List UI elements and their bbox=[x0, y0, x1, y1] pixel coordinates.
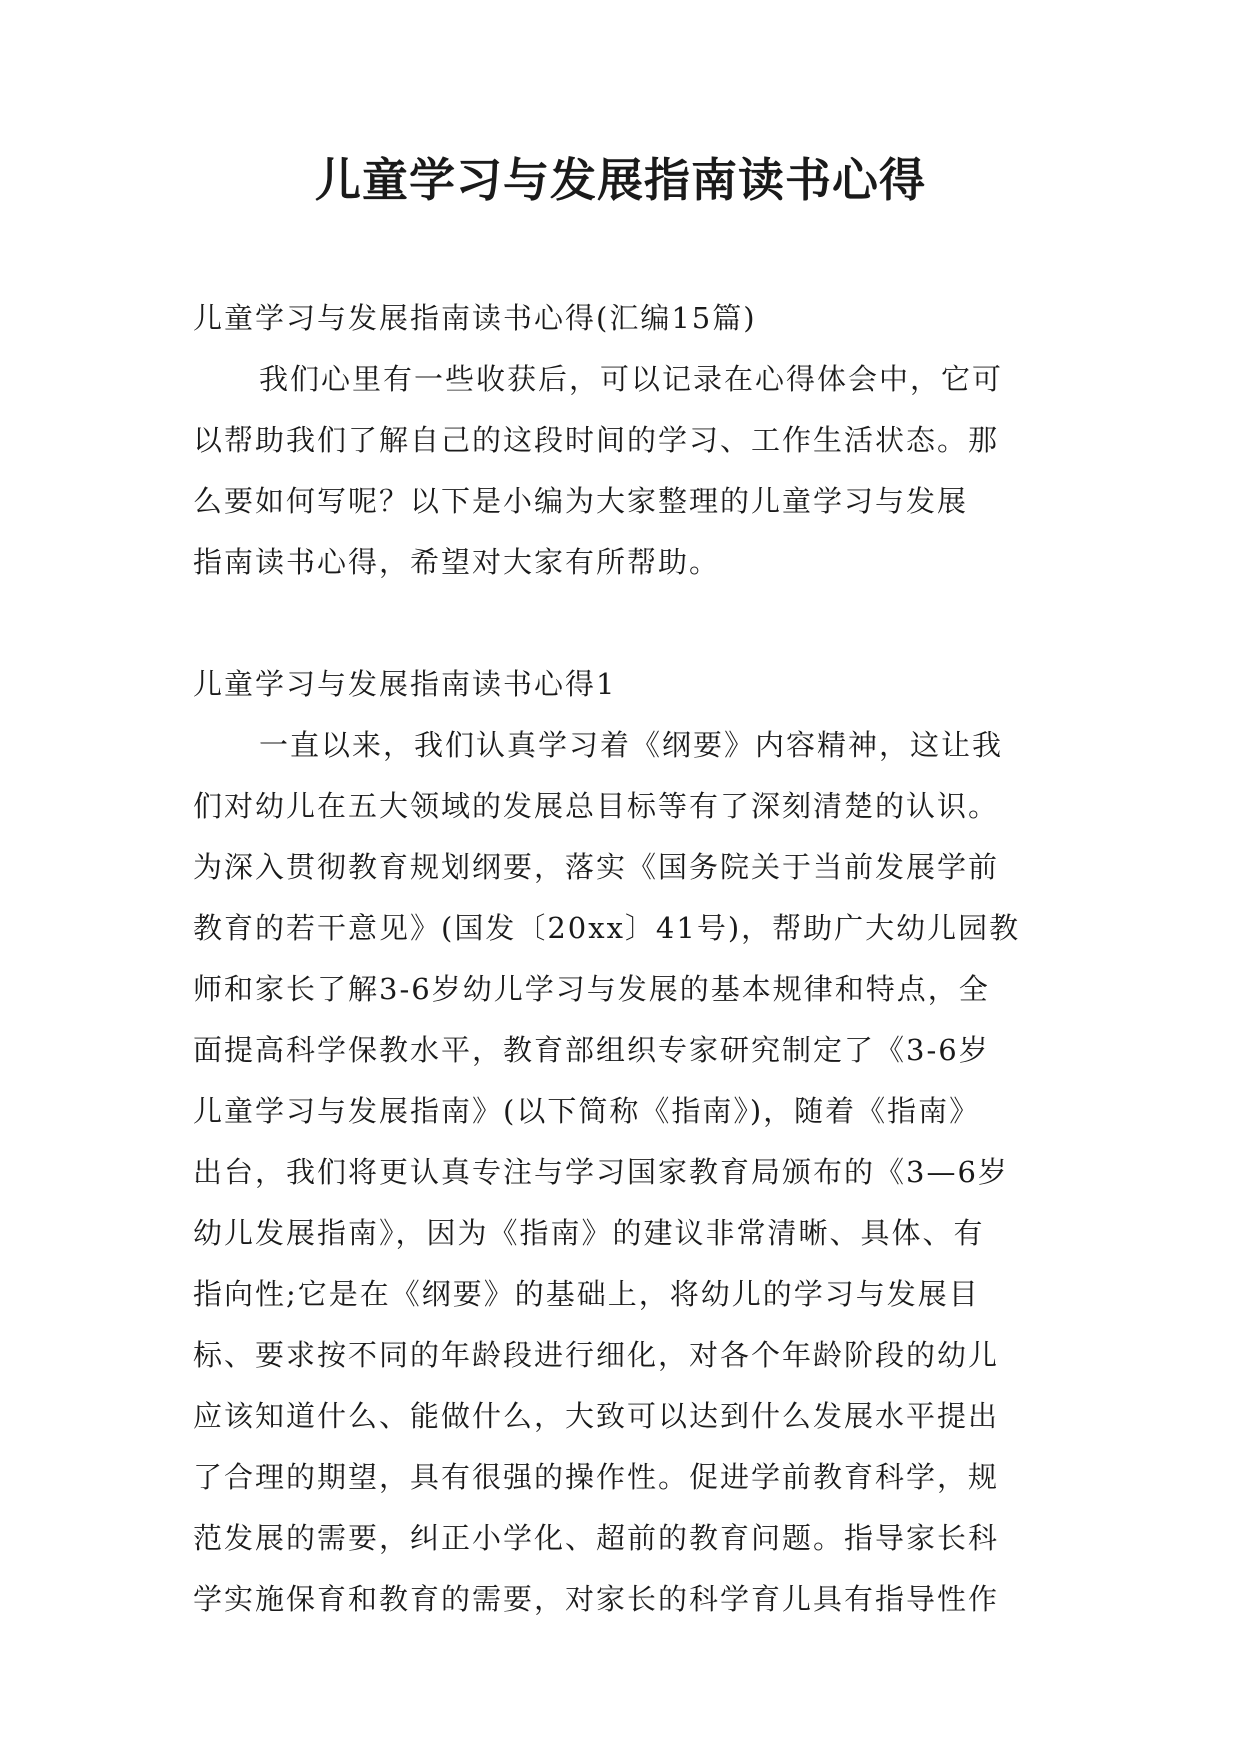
body-line-3: 为深入贯彻教育规划纲要，落实《国务院关于当前发展学前 bbox=[193, 850, 1000, 884]
body-line-2: 们对幼儿在五大领域的发展总目标等有了深刻清楚的认识。 bbox=[193, 789, 1000, 823]
body-line-9: 幼儿发展指南》，因为《指南》的建议非常清晰、具体、有 bbox=[193, 1216, 985, 1250]
section-heading: 儿童学习与发展指南读书心得1 bbox=[193, 667, 617, 701]
body-line-10: 指向性;它是在《纲要》的基础上，将幼儿的学习与发展目 bbox=[193, 1277, 980, 1311]
intro-line-3: 么要如何写呢？以下是小编为大家整理的儿童学习与发展 bbox=[193, 484, 969, 518]
body-line-13: 了合理的期望，具有很强的操作性。促进学前教育科学，规 bbox=[193, 1460, 1000, 1494]
intro-line-4: 指南读书心得，希望对大家有所帮助。 bbox=[193, 545, 721, 579]
paragraph-spacer bbox=[193, 593, 1053, 654]
body-line-15: 学实施保育和教育的需要，对家长的科学育儿具有指导性作 bbox=[193, 1582, 1000, 1616]
body-line-1: 一直以来，我们认真学习着《纲要》内容精神，这让我 bbox=[259, 728, 1004, 762]
body-line-6: 面提高科学保教水平，教育部组织专家研究制定了《3-6岁 bbox=[193, 1033, 990, 1067]
body-line-7: 儿童学习与发展指南》(以下简称《指南》)，随着《指南》 bbox=[193, 1094, 981, 1128]
document-subtitle: 儿童学习与发展指南读书心得(汇编15篇) bbox=[193, 301, 757, 335]
body-line-4: 教育的若干意见》(国发〔20xx〕41号)，帮助广大幼儿园教 bbox=[193, 911, 1021, 945]
intro-line-1: 我们心里有一些收获后，可以记录在心得体会中，它可 bbox=[259, 362, 1004, 396]
body-line-11: 标、要求按不同的年龄段进行细化，对各个年龄阶段的幼儿 bbox=[193, 1338, 1000, 1372]
document-body bbox=[193, 288, 1053, 1630]
body-line-12: 应该知道什么、能做什么，大致可以达到什么发展水平提出 bbox=[193, 1399, 1000, 1433]
document-title: 儿童学习与发展指南读书心得 bbox=[315, 153, 926, 207]
body-line-8: 出台，我们将更认真专注与学习国家教育局颁布的《3—6岁 bbox=[193, 1155, 1009, 1189]
intro-line-2: 以帮助我们了解自己的这段时间的学习、工作生活状态。那 bbox=[193, 423, 1000, 457]
body-line-14: 范发展的需要，纠正小学化、超前的教育问题。指导家长科 bbox=[193, 1521, 1000, 1555]
body-line-5: 师和家长了解3-6岁幼儿学习与发展的基本规律和特点，全 bbox=[193, 972, 990, 1006]
